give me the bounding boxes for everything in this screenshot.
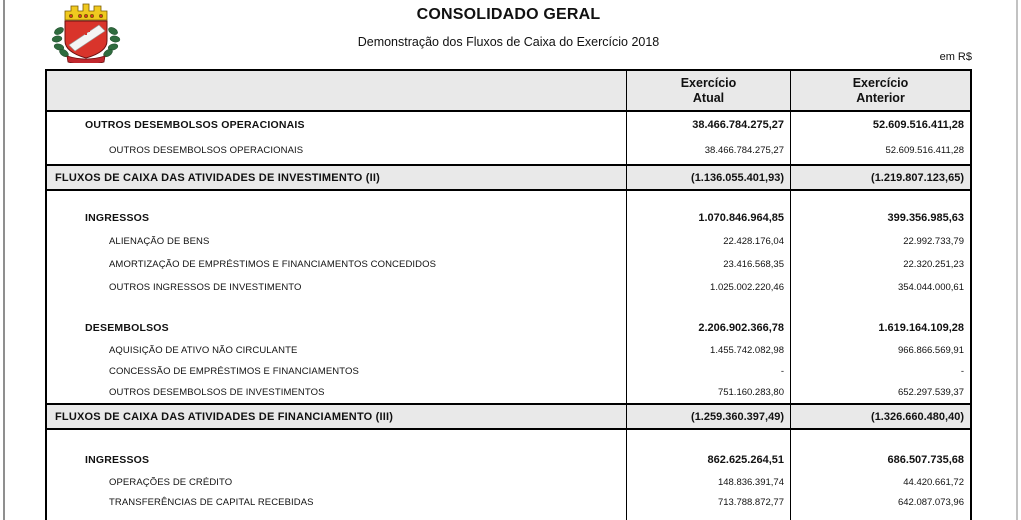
value-exercicio-atual xyxy=(626,191,790,205)
header-label-line1: Exercício xyxy=(852,75,909,90)
row-label xyxy=(47,299,626,315)
value-exercicio-atual: 38.466.784.275,27 xyxy=(626,112,790,137)
value-exercicio-anterior: 652.297.539,37 xyxy=(790,382,970,403)
value-exercicio-anterior: - xyxy=(790,361,970,382)
value-exercicio-atual: 1.025.002.220,46 xyxy=(626,276,790,299)
row-label: INGRESSOS xyxy=(85,454,150,466)
header-cell-exercicio-anterior xyxy=(790,71,970,110)
value-exercicio-atual: 23.416.568,35 xyxy=(626,253,790,276)
value-exercicio-anterior: 354.044.000,61 xyxy=(790,276,970,299)
table-row xyxy=(47,492,970,512)
value-exercicio-atual: - xyxy=(626,361,790,382)
row-label: OUTROS DESEMBOLSOS DE INVESTIMENTOS xyxy=(109,387,325,398)
value-exercicio-atual: (1.259.360.397,49) xyxy=(626,405,790,428)
row-label xyxy=(47,191,626,205)
row-label xyxy=(47,430,626,448)
row-label: OPERAÇÕES DE CRÉDITO xyxy=(109,476,233,488)
value-exercicio-anterior: 52.609.516.411,28 xyxy=(790,137,970,164)
table-row xyxy=(47,448,970,472)
value-exercicio-anterior xyxy=(790,430,970,448)
value-exercicio-atual: 2.206.902.366,78 xyxy=(626,315,790,340)
value-exercicio-anterior: 22.320.251,23 xyxy=(790,253,970,276)
table-row xyxy=(47,112,970,137)
table-row xyxy=(47,382,970,403)
spacer-row xyxy=(47,430,970,448)
row-label: DESEMBOLSOS xyxy=(85,321,169,334)
value-exercicio-anterior: 399.356.985,63 xyxy=(790,205,970,230)
page-left-edge-line xyxy=(3,0,5,520)
value-exercicio-atual: (1.136.055.401,93) xyxy=(626,166,790,189)
page-subtitle: Demonstração dos Fluxos de Caixa do Exercício 2018 xyxy=(357,35,660,49)
row-label: AQUISIÇÃO DE ATIVO NÃO CIRCULANTE xyxy=(109,345,298,356)
row-label: INGRESSOS xyxy=(85,211,150,224)
value-exercicio-anterior: 686.507.735,68 xyxy=(790,448,970,472)
header-cell-exercicio-atual xyxy=(626,71,790,110)
page-title: CONSOLIDADO GERAL xyxy=(416,6,601,23)
row-label: FLUXOS DE CAIXA DAS ATIVIDADES DE FINANCIAMENTO (III) xyxy=(55,410,394,423)
table-row xyxy=(47,472,970,492)
table-header-row xyxy=(47,71,970,112)
row-label: OUTROS DESEMBOLSOS OPERACIONAIS xyxy=(109,145,304,156)
value-exercicio-atual: 1.070.846.964,85 xyxy=(626,205,790,230)
table-row xyxy=(47,253,970,276)
value-exercicio-anterior: 966.866.569,91 xyxy=(790,340,970,361)
table-body xyxy=(47,112,970,520)
value-exercicio-anterior: (1.326.660.480,40) xyxy=(790,405,970,428)
spacer-row xyxy=(47,512,970,520)
spacer-row xyxy=(47,191,970,205)
title-block xyxy=(45,6,972,49)
value-exercicio-atual xyxy=(626,430,790,448)
value-exercicio-atual xyxy=(626,512,790,520)
value-exercicio-anterior: 52.609.516.411,28 xyxy=(790,112,970,137)
value-exercicio-anterior xyxy=(790,299,970,315)
section-total-row xyxy=(47,164,970,191)
row-label: OUTROS INGRESSOS DE INVESTIMENTO xyxy=(109,282,302,293)
page-right-edge-line xyxy=(1016,0,1018,520)
currency-note: em R$ xyxy=(939,51,972,63)
value-exercicio-anterior xyxy=(790,191,970,205)
table-row xyxy=(47,276,970,299)
spacer-row xyxy=(47,299,970,315)
value-exercicio-anterior: 642.087.073,96 xyxy=(790,492,970,512)
table-row xyxy=(47,361,970,382)
value-exercicio-atual: 751.160.283,80 xyxy=(626,382,790,403)
value-exercicio-anterior: 44.420.661,72 xyxy=(790,472,970,492)
table-row xyxy=(47,205,970,230)
row-label: AMORTIZAÇÃO DE EMPRÉSTIMOS E FINANCIAMENTOS CONCEDIDOS xyxy=(109,259,437,270)
value-exercicio-atual: 148.836.391,74 xyxy=(626,472,790,492)
header-label-line2: Atual xyxy=(692,90,725,105)
value-exercicio-anterior: (1.219.807.123,65) xyxy=(790,166,970,189)
value-exercicio-atual xyxy=(626,299,790,315)
row-label: OUTROS DESEMBOLSOS OPERACIONAIS xyxy=(85,118,305,131)
row-label: FLUXOS DE CAIXA DAS ATIVIDADES DE INVESTIMENTO (II) xyxy=(55,171,380,184)
row-label: ALIENAÇÃO DE BENS xyxy=(109,236,210,247)
value-exercicio-anterior: 22.992.733,79 xyxy=(790,230,970,253)
row-label: CONCESSÃO DE EMPRÉSTIMOS E FINANCIAMENTOS xyxy=(109,366,359,377)
table-row xyxy=(47,315,970,340)
value-exercicio-atual: 713.788.872,77 xyxy=(626,492,790,512)
table-row xyxy=(47,230,970,253)
header-cell-empty xyxy=(47,71,626,110)
row-label xyxy=(47,512,626,520)
header-label-line2: Anterior xyxy=(856,90,905,105)
value-exercicio-atual: 38.466.784.275,27 xyxy=(626,137,790,164)
header-label-line1: Exercício xyxy=(680,75,737,90)
row-label: TRANSFERÊNCIAS DE CAPITAL RECEBIDAS xyxy=(109,496,314,508)
value-exercicio-anterior: 1.619.164.109,28 xyxy=(790,315,970,340)
cash-flow-table xyxy=(45,69,972,520)
value-exercicio-anterior xyxy=(790,512,970,520)
table-row xyxy=(47,340,970,361)
value-exercicio-atual: 22.428.176,04 xyxy=(626,230,790,253)
value-exercicio-atual: 862.625.264,51 xyxy=(626,448,790,472)
table-row xyxy=(47,137,970,164)
section-total-row xyxy=(47,403,970,430)
value-exercicio-atual: 1.455.742.082,98 xyxy=(626,340,790,361)
